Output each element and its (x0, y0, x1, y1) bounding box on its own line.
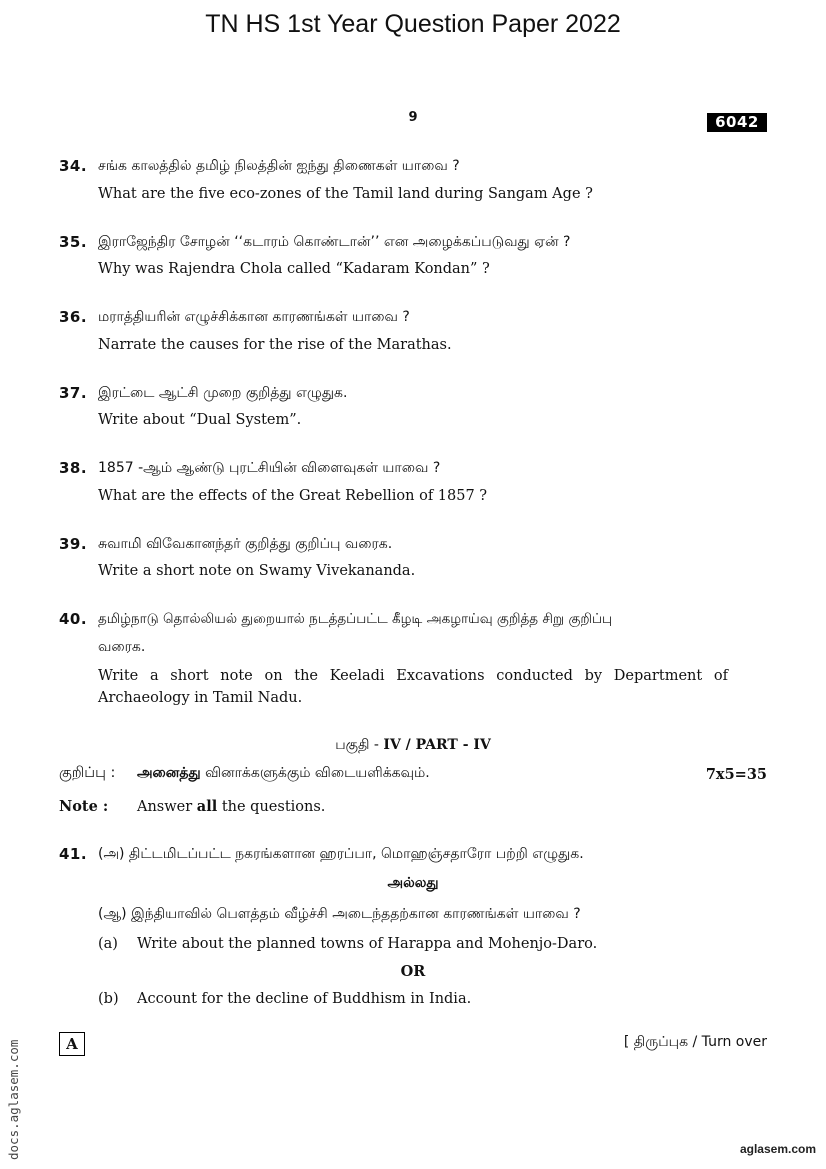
question-text-english-continued: Archaeology in Tamil Nadu. (98, 690, 303, 706)
question-text-english: Narrate the causes for the rise of the Marathas. (98, 337, 452, 353)
question-text-english: What are the effects of the Great Rebellion of 1857 ? (98, 488, 488, 504)
question-text-tamil: சங்க காலத்தில் தமிழ் நிலத்தின் ஐந்து திணைகள் யாவை ? (98, 158, 460, 174)
question-text-english: Write a short note on Swamy Vivekananda. (98, 563, 416, 579)
marks-allocation: 7x5=35 (705, 766, 767, 783)
question-number: 41. (59, 845, 88, 863)
question-text-tamil: இரட்டை ஆட்சி முறை குறித்து எழுதுக. (98, 385, 348, 401)
booklet-code-box: A (59, 1032, 85, 1056)
option-b-label: (b) (98, 991, 119, 1007)
footer-brand: aglasem.com (739, 1142, 816, 1156)
instruction-tamil (137, 765, 430, 783)
instruction-bold-tamil: அனைத்து (137, 765, 201, 781)
or-separator-english: OR (400, 963, 426, 980)
turn-over-text: [ திருப்புக / Turn over (623, 1034, 767, 1050)
question-text-tamil: மராத்தியரின் எழுச்சிக்கான காரணங்கள் யாவை ? (98, 309, 410, 325)
paper-code-badge: 6042 (707, 113, 767, 132)
note-pre: Answer (137, 799, 197, 815)
part-heading (0, 737, 826, 755)
watermark-text: docs.aglasem.com (6, 1039, 21, 1160)
question-text-tamil: இராஜேந்திர சோழன் ‘‘கடாரம் கொண்டான்’’ என அழைக்கப்படுவது ஏன் ? (98, 234, 571, 250)
question-number: 34. (59, 157, 88, 175)
question-text-english: Why was Rajendra Chola called “Kadaram Kondan” ? (98, 261, 490, 277)
document-title: TN HS 1st Year Question Paper 2022 (205, 10, 621, 38)
note-post: the questions. (217, 799, 326, 815)
question-option-b-english: Account for the decline of Buddhism in India. (137, 991, 472, 1007)
question-option-b-tamil: (ஆ) இந்தியாவில் பௌத்தம் வீழ்ச்சி அடைந்ததற்கான காரணங்கள் யாவை ? (98, 906, 581, 922)
question-text-tamil: 1857 -ஆம் ஆண்டு புரட்சியின் விளைவுகள் யாவை ? (98, 460, 441, 476)
question-number: 40. (59, 610, 88, 628)
question-number: 38. (59, 459, 88, 477)
question-number: 39. (59, 535, 88, 553)
page-number: 9 (408, 110, 418, 125)
question-number: 37. (59, 384, 88, 402)
question-text-english: Write about “Dual System”. (98, 412, 302, 428)
turn-over-note (624, 1034, 767, 1052)
note-text (137, 798, 325, 815)
question-option-a-tamil: (அ) திட்டமிடப்பட்ட நகரங்களான ஹரப்பா, மொஹஞ்சதாரோ பற்றி எழுதுக. (98, 846, 584, 862)
note-label: Note : (59, 798, 109, 815)
instruction-label-tamil: குறிப்பு : (59, 765, 116, 781)
note-bold: all (196, 798, 218, 815)
question-number: 36. (59, 308, 88, 326)
option-a-label: (a) (98, 936, 118, 952)
question-text-tamil: தமிழ்நாடு தொல்லியல் துறையால் நடத்தப்பட்ட கீழடி அகழாய்வு குறித்த சிறு குறிப்பு (98, 611, 613, 627)
part-heading-tamil: பகுதி - (335, 737, 384, 753)
question-text-tamil: சுவாமி விவேகானந்தர் குறித்து குறிப்பு வரைக. (98, 536, 393, 552)
question-number: 35. (59, 233, 88, 251)
instruction-rest-tamil: வினாக்களுக்கும் விடையளிக்கவும். (200, 765, 430, 781)
question-option-a-english: Write about the planned towns of Harappa and Mohenjo-Daro. (137, 936, 598, 952)
question-text-english: Write a short note on the Keeladi Excavations conducted by Department of (98, 668, 728, 684)
question-text-tamil-continued: வரைக. (98, 639, 146, 655)
question-text-english: What are the five eco-zones of the Tamil land during Sangam Age ? (98, 186, 593, 202)
or-separator-tamil: அல்லது (387, 875, 439, 891)
part-heading-english: IV / PART - IV (383, 737, 491, 753)
